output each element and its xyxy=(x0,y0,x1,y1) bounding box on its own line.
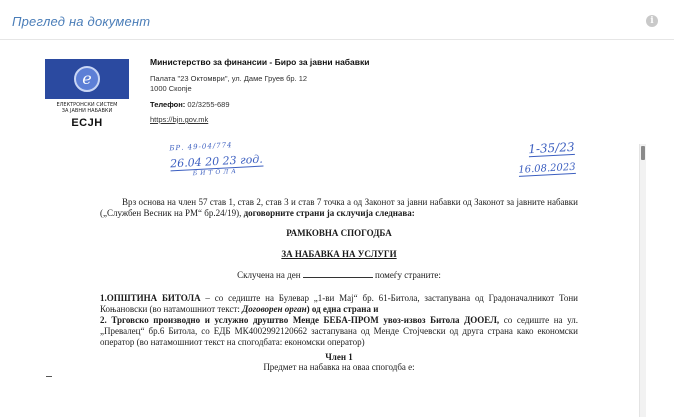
registry-stamp-right xyxy=(454,136,576,180)
stamp-right-date: 16.08.2023 xyxy=(518,161,576,176)
party-1-role: Договорен орган xyxy=(242,304,307,314)
intro-bold: договорните страни ја склучија следнава: xyxy=(243,208,415,218)
document-body xyxy=(100,197,578,372)
panel-header xyxy=(0,0,674,40)
logo-line-1: ЕЛЕКТРОНСКИ СИСТЕМ xyxy=(56,102,118,108)
concluded-line xyxy=(100,270,578,280)
info-icon[interactable]: i xyxy=(646,15,658,27)
document-subtitle: ЗА НАБАВКА НА УСЛУГИ xyxy=(281,249,397,259)
party-1-end: ) од една страна и xyxy=(306,304,379,314)
date-blank xyxy=(303,270,373,278)
concluded-text: Склучена на ден xyxy=(237,270,303,280)
logo-abbreviation: ЕСЈН xyxy=(71,117,103,129)
party-1-paragraph xyxy=(100,293,578,315)
phone-value: 02/3255-689 xyxy=(185,100,230,109)
party-2-name: 2. Трговско производно и услужно друштво Менде БЕБА-ПРОМ увоз-извоз Битола ДООЕЛ, xyxy=(100,315,500,325)
document-letterhead xyxy=(45,57,605,135)
stamp-left-city: БИТОЛА xyxy=(192,167,240,178)
party-1-name: 1.ОПШТИНА БИТОЛА xyxy=(100,293,201,303)
clause-1-subtitle: Предмет на набавка на оваа спогодба е: xyxy=(263,362,415,372)
party-1-text: – со седиште на Булевар „1-ви Мај“ бр. 61-Битола, застапувана од Градоначалникот Тони Коњановски (во натамошниот текст: xyxy=(100,293,578,314)
margin-mark xyxy=(46,376,52,377)
org-info xyxy=(150,57,570,125)
org-address-1: Палата "23 Октомври", ул. Даме Груев бр. 12 xyxy=(150,74,308,83)
org-address-2: 1000 Скопје xyxy=(150,84,192,93)
org-phone xyxy=(150,100,570,110)
stamp-left-number: БР. 49-04/774 xyxy=(169,141,233,153)
e-logo-icon: e xyxy=(74,66,100,92)
party-2-text: со седиште на ул.„Превалец“ бр.6 Битола, со ЕДБ МК4002992120662 застапувана од Менде Стојчевски од друга страна како економски оператор (во натамошниот текст на спогодбата: економски оператор) xyxy=(100,315,578,347)
org-url-link[interactable]: https://bjn.gov.mk xyxy=(150,115,209,124)
registry-stamp-left xyxy=(169,138,301,179)
party-2-paragraph xyxy=(100,315,578,348)
esjn-logo xyxy=(45,57,129,133)
clause-1-title: Член 1 xyxy=(325,352,353,362)
document-title: РАМКОВНА СПОГОДБА xyxy=(286,228,392,238)
intro-text: Врз основа на член 57 став 1, став 2, став 3 и став 7 точка а од Законот за јавни набавки од Законот за јавните набавки („Службен Весник на РМ“ бр.24/19), xyxy=(100,197,578,218)
logo-mark xyxy=(45,59,129,99)
concluded-text-end: помеѓу страните: xyxy=(372,270,441,280)
stamp-right-number: 1-35/23 xyxy=(527,139,575,157)
intro-paragraph xyxy=(100,197,578,219)
org-name: Министерство за финансии - Биро за јавни набавки xyxy=(150,57,370,67)
panel-title: Преглед на документ xyxy=(12,14,151,29)
logo-line-2: ЗА ЈАВНИ НАБАВКИ xyxy=(61,108,113,114)
phone-label: Телефон: xyxy=(150,100,186,109)
stamp-left-date: 26.04 20 23 год. xyxy=(169,152,264,171)
document-viewer[interactable] xyxy=(0,41,674,417)
document-scrollbar[interactable] xyxy=(639,144,646,417)
scrollbar-thumb[interactable] xyxy=(641,146,645,160)
